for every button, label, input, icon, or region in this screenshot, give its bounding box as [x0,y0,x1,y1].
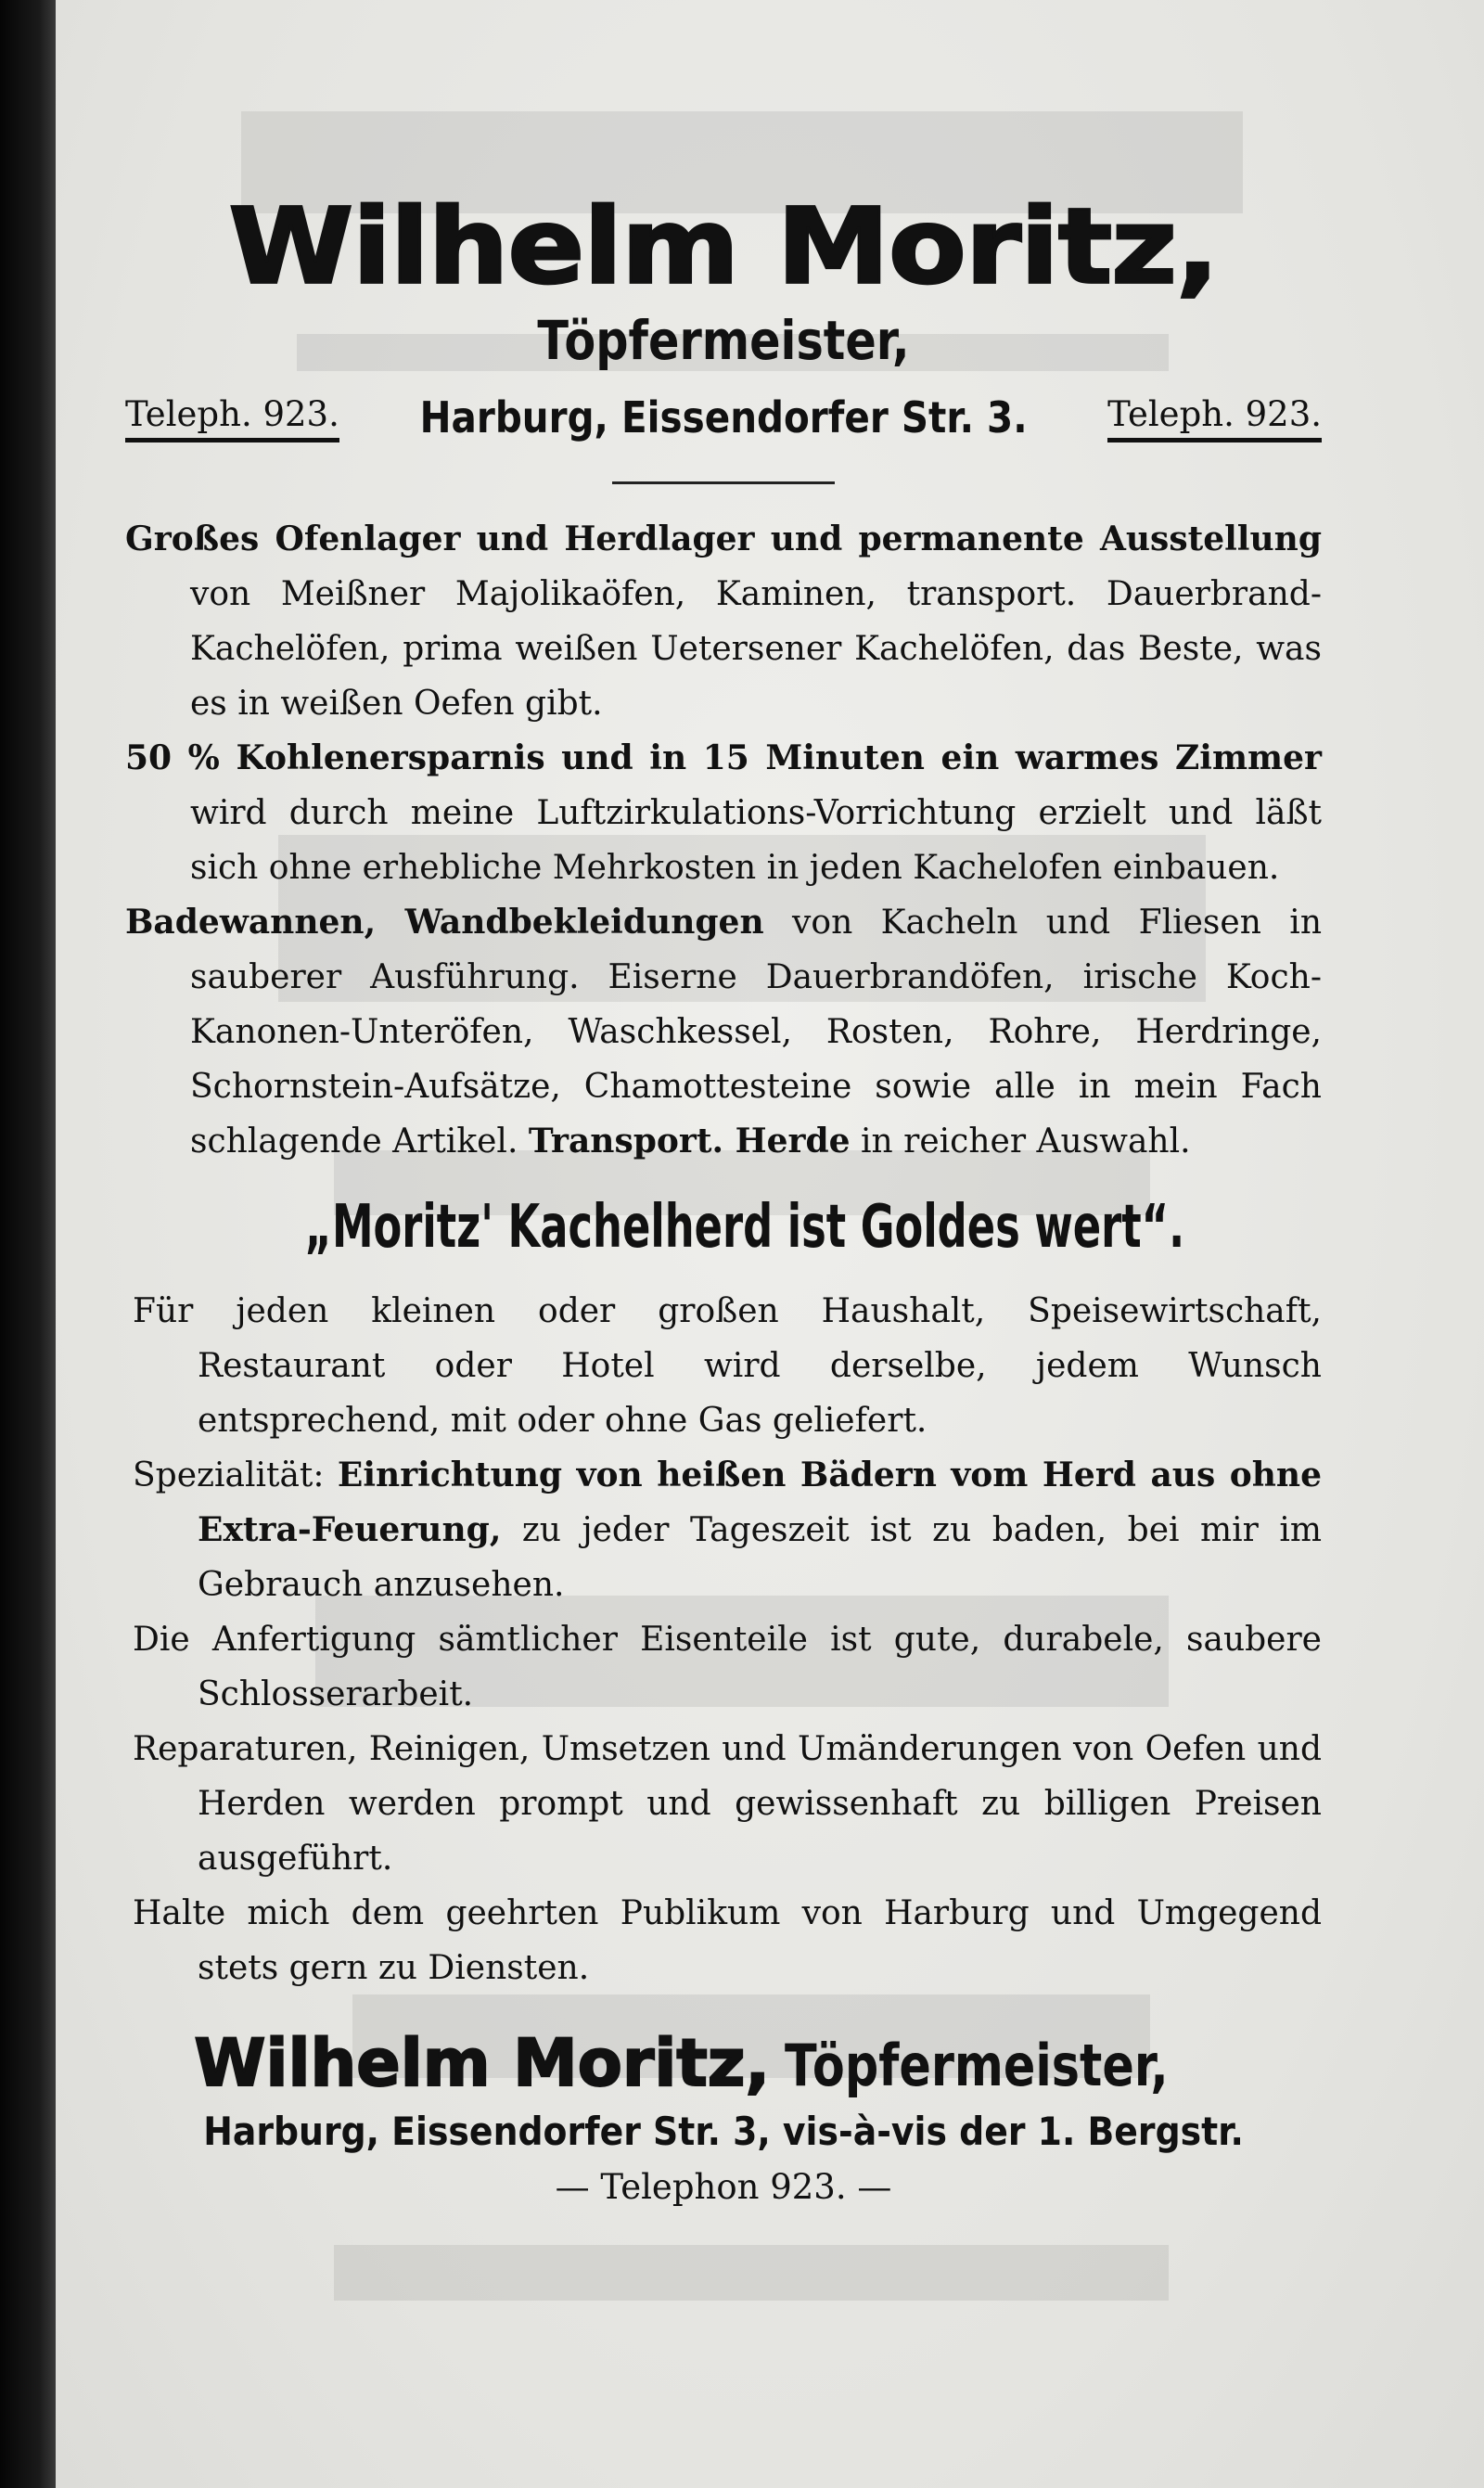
footer-name-line [125,2025,1322,2101]
footer-trade: Töpfermeister, [785,2032,1169,2099]
footer-telephone: — Telephon 923. — [555,2167,892,2207]
paragraph-spezialitaet-bold: Einrichtung von heißen Bädern vom Herd aus ohne Extra-Feuerung, [198,1456,1322,1549]
ad-content [125,186,1323,2207]
paragraph-spezialitaet-text: zu jeder Tageszeit ist zu baden, bei mir im Gebrauch anzusehen. [198,1511,1322,1604]
paragraph-spezialitaet [133,1448,1322,1612]
paragraph-badewannen-text: von Kacheln und Fliesen in sauberer Ausführung. Eiserne Dauerbrandöfen, irische Koch-Kanonen-Unteröfen, Waschkessel, Rosten, Rohre, Herdringe, Schornstein-Aufsätze, Chamottesteine sowie alle in mein Fach schlagende Artikel. [190,904,1323,1161]
paragraph-haushalt: Für jeden kleinen oder großen Haushalt, Speisewirtschaft, Restaurant oder Hotel wird derselbe, jedem Wunsch entsprechend, mit oder ohne Gas geliefert. [133,1292,1322,1440]
telephone-right: Teleph. 923. [1107,394,1322,442]
paragraph-group-2 [125,1284,1322,1995]
headline-trade: Töpfermeister, [537,309,910,372]
header-address: Harburg, Eissendorfer Str. 3. [419,392,1028,442]
paragraph-kohlenersparnis-text: wird durch meine Luftzirkulations-Vorrichtung erzielt und läßt sich ohne erhebliche Mehrkosten in jeden Kachelofen einbauen. [190,794,1322,887]
paragraph-publikum: Halte mich dem geehrten Publikum von Harburg und Umgegend stets gern zu Diensten. [133,1894,1322,1987]
paragraph-badewannen-bold: Badewannen, Wandbekleidungen [125,903,764,942]
footer-address: Harburg, Eissendorfer Str. 3, vis-à-vis der 1. Bergstr. [203,2109,1244,2154]
headline-name: Wilhelm Moritz, [228,186,1219,308]
paragraph-badewannen-bold-2: Transport. Herde [528,1122,851,1161]
paragraph-kohlenersparnis [125,731,1322,895]
advertisement-page [56,0,1484,2488]
paragraph-eisenteile: Die Anfertigung sämtlicher Eisenteile ist gute, durabele, saubere Schlosserarbeit. [133,1621,1322,1713]
paragraph-ofenlager-text: von Meißner Majolikaöfen, Kaminen, transport. Dauerbrand-Kachelöfen, prima weißen Uetersener Kachelöfen, das Beste, was es in weißen Oefen gibt. [190,575,1322,723]
paragraph-badewannen [125,895,1322,1169]
slogan: „Moritz' Kachelherd ist Goldes wert“. [304,1193,1185,1262]
telephone-left: Teleph. 923. [125,394,339,442]
divider-rule [612,481,835,484]
paragraph-badewannen-text-2: in reicher Auswahl. [850,1122,1191,1161]
header-address-line [125,392,1322,442]
paragraph-ofenlager [125,512,1322,731]
paragraph-reparaturen: Reparaturen, Reinigen, Umsetzen und Umänderungen von Oefen und Herden werden prompt und gewissenhaft zu billigen Preisen ausgeführt. [133,1730,1322,1878]
paragraph-kohlenersparnis-bold: 50 % Kohlenersparnis und in 15 Minuten ein warmes Zimmer [125,738,1322,777]
footer-name: Wilhelm Moritz, [194,2025,771,2101]
film-edge [0,0,56,2488]
paragraph-spezialitaet-lead: Spezialität: [133,1456,338,1494]
paragraph-ofenlager-bold: Großes Ofenlager und Herdlager und permanente Ausstellung [125,519,1322,558]
